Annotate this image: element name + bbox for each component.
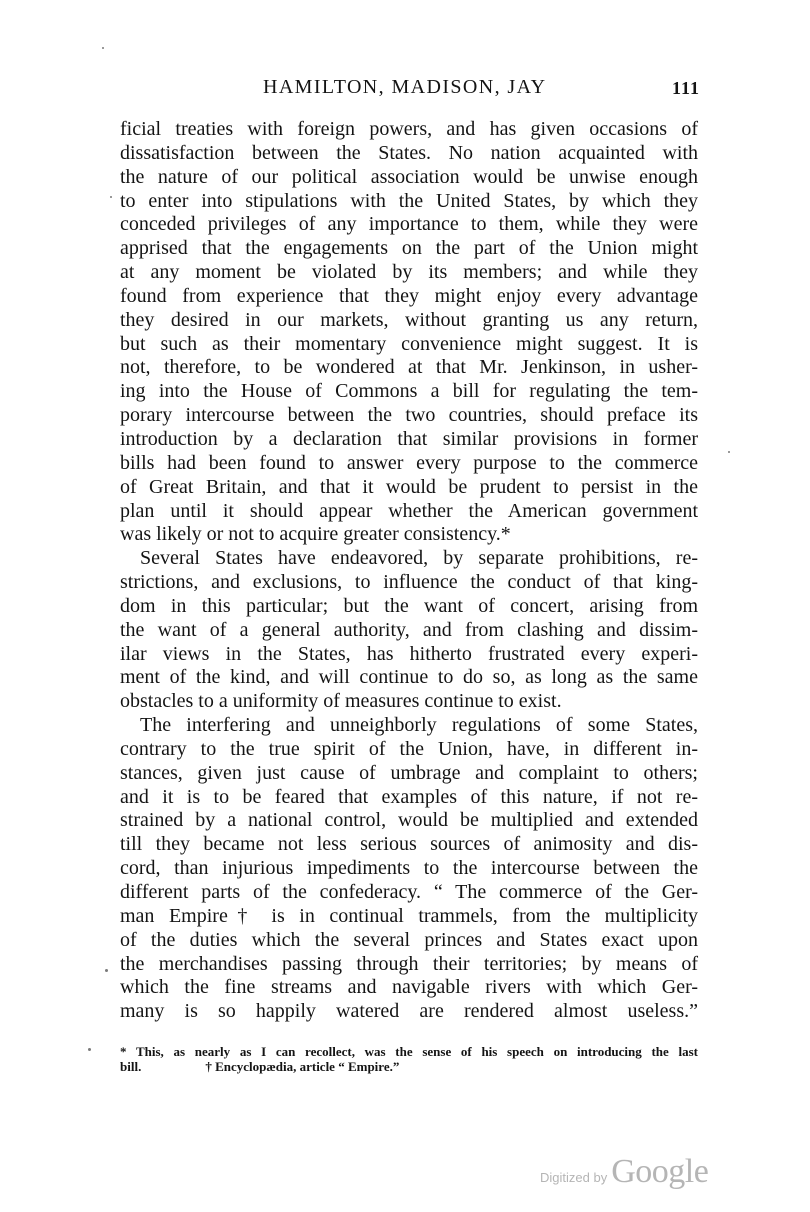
text-line: many is so happily watered are rendered almost useless.” <box>120 1000 698 1023</box>
paragraph-end-line: was likely or not to acquire greater consistency.* <box>120 523 511 546</box>
text-line: plan until it should appear whether the American government <box>120 499 698 522</box>
scan-speck <box>110 196 112 198</box>
text-line: which the fine streams and navigable rivers with which Ger- <box>120 976 698 999</box>
text-line: not, therefore, to be wondered at that Mr. Jenkinson, in usher- <box>120 356 698 379</box>
text-line: man Empire† is in continual trammels, from the multiplicity <box>120 904 698 927</box>
text-line: the want of a general authority, and from clashing and dissim- <box>120 618 698 641</box>
page-number: 111 <box>671 78 700 98</box>
body-text <box>120 118 698 1024</box>
scan-speck <box>88 1048 91 1051</box>
text-line: they desired in our markets, without granting us any return, <box>120 308 698 331</box>
scan-speck <box>728 451 730 453</box>
digitized-by-label: Digitized by <box>540 1170 608 1185</box>
paragraph-end-line: obstacles to a uniformity of measures continue to exist. <box>120 690 562 713</box>
text-line: and it is to be feared that examples of this nature, if not re- <box>120 785 698 808</box>
text-line: porary intercourse between the two countries, should preface its <box>120 404 698 427</box>
paragraph-start-line: Several States have endeavored, by separate prohibitions, re- <box>140 547 698 570</box>
footnote-1-line-1: * This, as nearly as I can recollect, was the sense of his speech on introducing the last <box>120 1044 698 1059</box>
scan-speck <box>105 969 108 972</box>
text-line: conceded privileges of any importance to them, while they were <box>120 213 698 236</box>
text-line: bills had been found to answer every purpose to the commerce <box>120 451 698 474</box>
scan-speck <box>102 47 104 49</box>
footnote-line-2 <box>120 1059 698 1074</box>
text-line: strictions, and exclusions, to influence the conduct of that king- <box>120 571 698 594</box>
page-header <box>120 76 700 106</box>
footnote-1-line-2: bill. <box>120 1059 142 1074</box>
footnotes <box>120 1044 698 1074</box>
google-watermark <box>540 1153 708 1193</box>
text-line: strained by a national control, would be multiplied and extended <box>120 809 698 832</box>
text-line: the merchandises passing through their territories; by means of <box>120 952 698 975</box>
text-line: till they became not less serious sources of animosity and dis- <box>120 833 698 856</box>
text-line: of Great Britain, and that it would be prudent to persist in the <box>120 475 698 498</box>
running-head: HAMILTON, MADISON, JAY <box>263 76 547 98</box>
text-line: ing into the House of Commons a bill for regulating the tem- <box>120 380 698 403</box>
text-line: apprised that the engagements on the part of the Union might <box>120 237 698 260</box>
text-line: ilar views in the States, has hitherto frustrated every experi- <box>120 642 698 665</box>
text-line: cord, than injurious impediments to the intercourse between the <box>120 857 698 880</box>
text-line: at any moment be violated by its members; and while they <box>120 261 698 284</box>
text-line: dom in this particular; but the want of concert, arising from <box>120 594 698 617</box>
text-line: contrary to the true spirit of the Union, have, in different in- <box>120 737 698 760</box>
paragraph-start-line: The interfering and unneighborly regulations of some States, <box>140 714 698 737</box>
text-line: but such as their momentary convenience might suggest. It is <box>120 332 698 355</box>
google-logo: Google <box>611 1153 709 1190</box>
text-line: introduction by a declaration that similar provisions in former <box>120 427 698 450</box>
text-line: the nature of our political association would be unwise enough <box>120 165 698 188</box>
text-line: different parts of the confederacy. “ The commerce of the Ger- <box>120 881 698 903</box>
text-line: dissatisfaction between the States. No nation acquainted with <box>120 141 698 164</box>
footnote-2: † Encyclopædia, article “ Empire.” <box>205 1059 400 1074</box>
text-line: to enter into stipulations with the United States, by which they <box>120 189 698 212</box>
text-line: stances, given just cause of umbrage and complaint to others; <box>120 761 698 784</box>
text-line: ment of the kind, and will continue to do so, as long as the same <box>120 666 698 689</box>
text-line: found from experience that they might enjoy every advantage <box>120 284 698 307</box>
text-line: ficial treaties with foreign powers, and has given occasions of <box>120 118 698 140</box>
text-line: of the duties which the several princes and States exact upon <box>120 928 698 951</box>
